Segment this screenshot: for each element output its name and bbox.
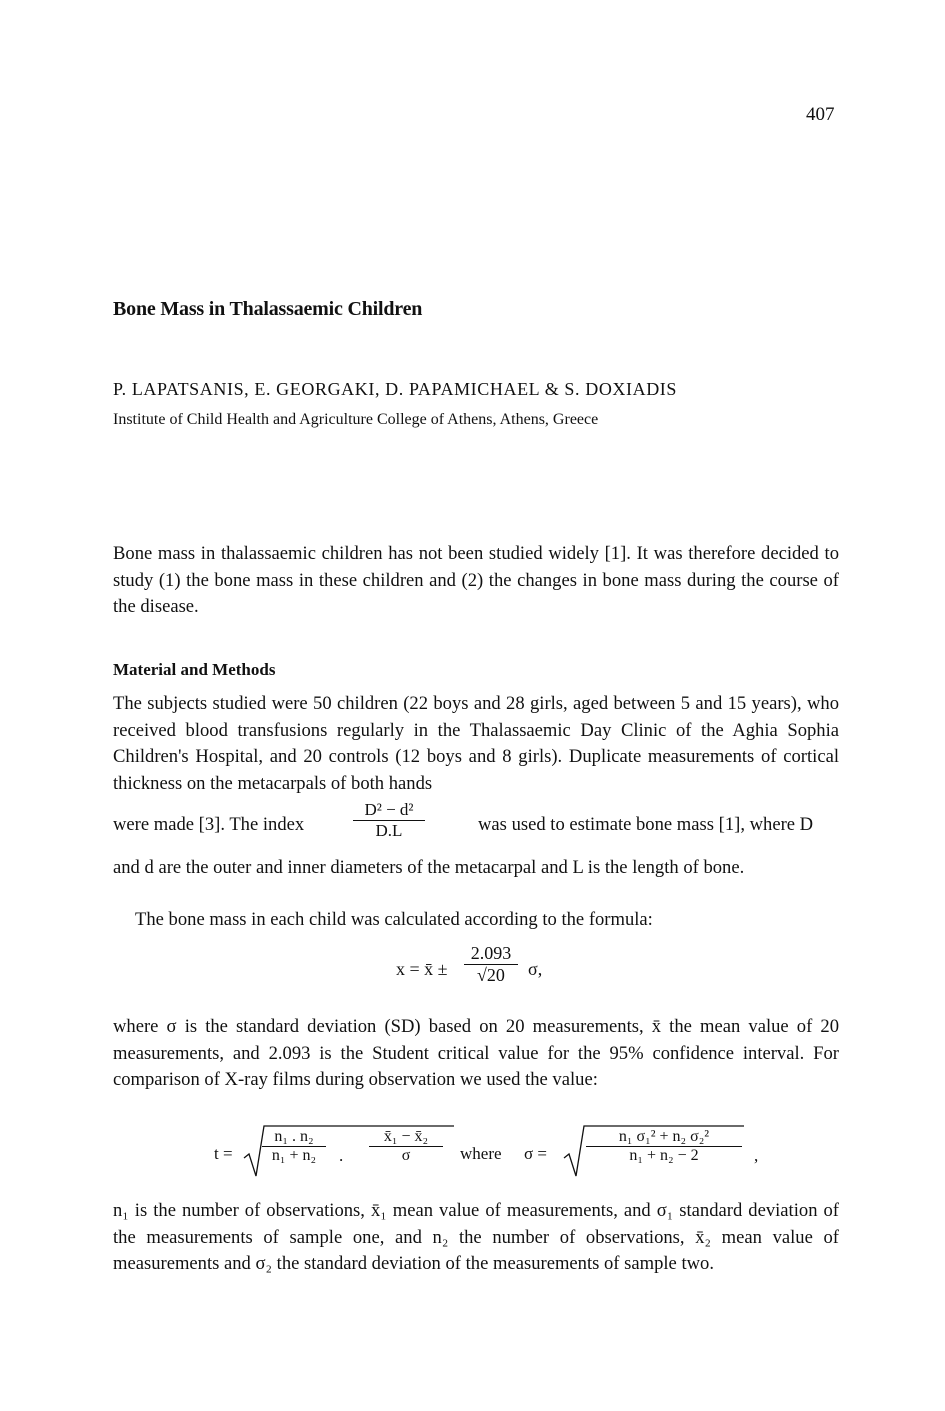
index-numerator: D² − d² bbox=[364, 800, 414, 819]
f1-denominator: n₁ + n₂ bbox=[271, 1147, 317, 1164]
t-test-formula bbox=[214, 1124, 774, 1180]
bone-mass-formula bbox=[396, 943, 576, 999]
where-text: where bbox=[460, 1144, 502, 1163]
section-heading-methods: Material and Methods bbox=[113, 660, 276, 679]
index-denominator: D.L bbox=[375, 821, 403, 840]
formula2-comma: , bbox=[754, 1146, 759, 1165]
sigma-equals: σ = bbox=[524, 1144, 548, 1163]
f1-numerator: n₁ . n₂ bbox=[274, 1128, 314, 1145]
formula1-numerator: 2.093 bbox=[470, 943, 512, 963]
index-post-text: was used to estimate bone mass [1], where D bbox=[478, 814, 814, 835]
f3-denominator: n₁ + n₂ − 2 bbox=[629, 1147, 699, 1164]
multiply-dot: . bbox=[339, 1146, 344, 1165]
methods-paragraph-2: and d are the outer and inner diameters of the metacarpal and L is the length of bone. bbox=[113, 857, 745, 878]
formula2-fraction-1 bbox=[262, 1128, 326, 1165]
f2-denominator: σ bbox=[401, 1147, 411, 1164]
formula2-fraction-2 bbox=[369, 1128, 443, 1165]
formula-intro: The bone mass in each child was calculated according to the formula: bbox=[135, 909, 653, 930]
page-number: 407 bbox=[806, 104, 835, 125]
f2-numerator: x̄₁ − x̄₂ bbox=[383, 1128, 429, 1145]
authors: P. LAPATSANIS, E. GEORGAKI, D. PAPAMICHAEL & S. DOXIADIS bbox=[113, 379, 678, 399]
intro-paragraph: Bone mass in thalassaemic children has not been studied widely [1]. It was therefore decided to study (1) the bone mass in these children and (2) the changes in bone mass during the course of the disease. bbox=[113, 543, 839, 617]
formula1-rhs: σ, bbox=[528, 959, 543, 979]
methods-paragraph-3: where σ is the standard deviation (SD) based on 20 measurements, x̄ the mean value of 20 measurements, and 2.093 is the Student critical value for the 95% confidence interval. For comparison of X-ray films during observation we used the value: bbox=[113, 1016, 839, 1090]
affiliation: Institute of Child Health and Agriculture College of Athens, Athens, Greece bbox=[113, 411, 599, 428]
t-equals: t = bbox=[214, 1144, 233, 1163]
index-formula-line bbox=[113, 800, 839, 850]
f3-numerator: n₁ σ₁² + n₂ σ₂² bbox=[618, 1128, 710, 1145]
formula1-fraction bbox=[464, 943, 518, 986]
methods-paragraph-1: The subjects studied were 50 children (22 boys and 28 girls, aged between 5 and 15 years), who received blood transfusions regularly in the Thalassaemic Day Clinic of the Aghia Sophia Children's Hospital, and 20 controls (12 boys and 8 girls). Duplicate measurements of cortical thickness on the metacarpals of both hands bbox=[113, 693, 839, 794]
formula1-lhs: x = x̄ ± bbox=[396, 959, 448, 979]
article-title: Bone Mass in Thalassaemic Children bbox=[113, 298, 423, 320]
index-fraction bbox=[353, 800, 425, 841]
index-pre-text: were made [3]. The index bbox=[113, 814, 305, 835]
methods-paragraph-4: n₁ is the number of observations, x̄₁ mean value of measurements, and σ₁ standard deviation of the measurements of sample one, and n₂ the number of observations, x̄₂ mean value of measurements and σ₂ the standard deviation of the measurements of sample two. bbox=[113, 1200, 839, 1274]
formula2-fraction-3 bbox=[586, 1128, 742, 1165]
formula1-denominator: √20 bbox=[477, 965, 505, 985]
